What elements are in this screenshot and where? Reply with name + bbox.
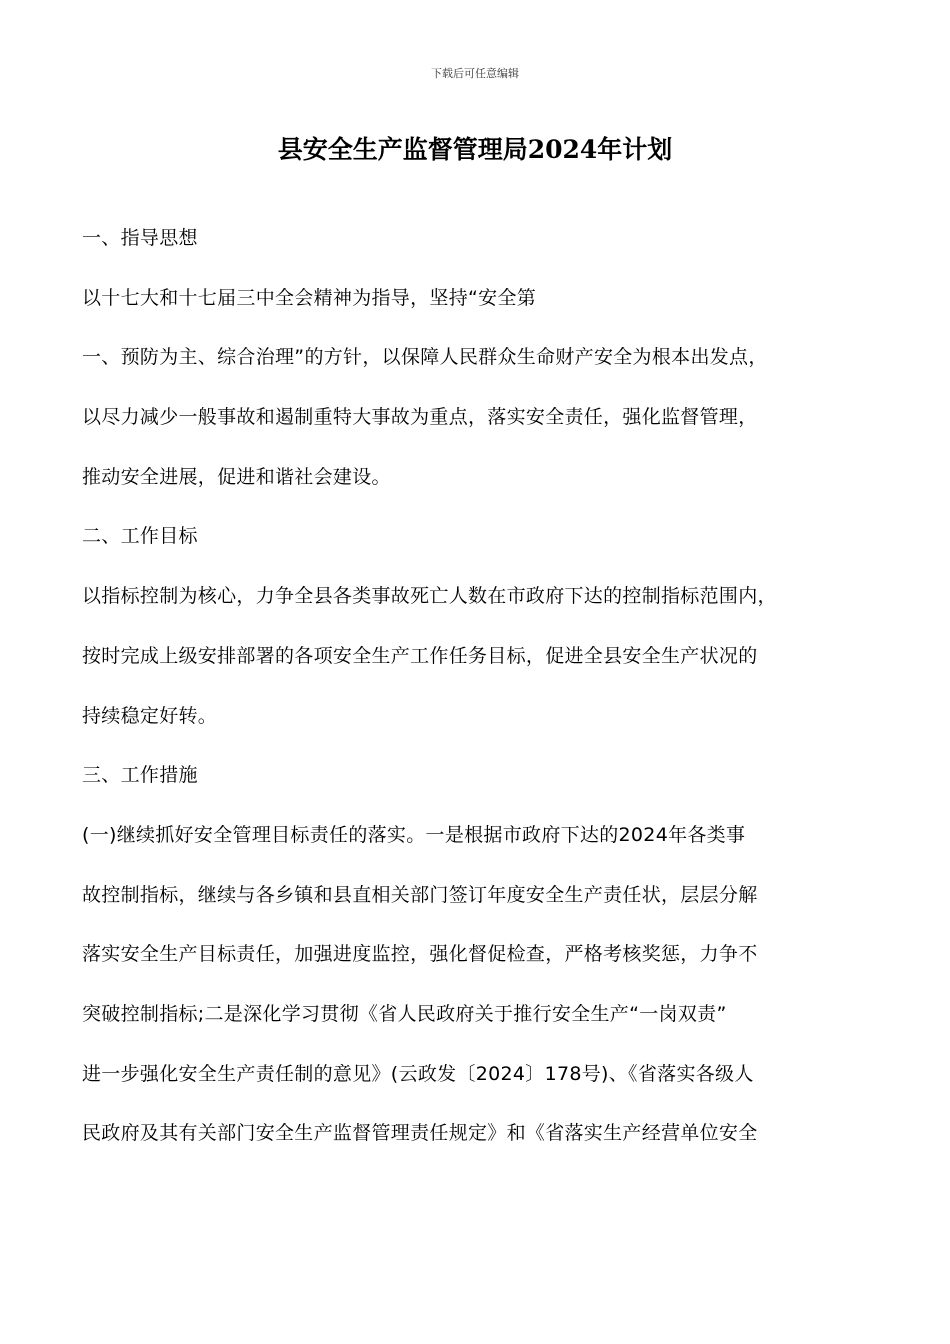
section-heading-guiding-thought: 一、指导思想 bbox=[82, 227, 198, 249]
paragraph-line: 按时完成上级安排部署的各项安全生产工作任务目标，促进全县安全生产状况的 bbox=[82, 644, 758, 667]
paragraph-line: 推动安全进展，促进和谐社会建设。 bbox=[82, 465, 391, 488]
header-note: 下载后可任意编辑 bbox=[431, 67, 519, 80]
paragraph-line: 一、预防为主、综合治理”的方针，以保障人民群众生命财产安全为根本出发点， bbox=[82, 346, 768, 369]
paragraph-line: 故控制指标，继续与各乡镇和县直相关部门签订年度安全生产责任状，层层分解 bbox=[82, 883, 758, 906]
section-heading-work-goals: 二、工作目标 bbox=[82, 525, 198, 548]
paragraph-line: 以指标控制为核心，力争全县各类事故死亡人数在市政府下达的控制指标范围内， bbox=[82, 585, 777, 608]
paragraph-line: 持续稳定好转。 bbox=[82, 704, 218, 727]
paragraph-line: 以尽力减少一般事故和遏制重特大事故为重点，落实安全责任，强化监督管理， bbox=[82, 406, 758, 429]
paragraph-line: 落实安全生产目标责任，加强进度监控，强化督促检查，严格考核奖惩，力争不 bbox=[82, 943, 758, 966]
paragraph-line: 进一步强化安全生产责任制的意见》(云政发〔2024〕178号)、《省落实各级人 bbox=[82, 1062, 754, 1085]
paragraph-line: (一)继续抓好安全管理目标责任的落实。一是根据市政府下达的2024年各类事 bbox=[82, 823, 746, 846]
paragraph-line: 以十七大和十七届三中全会精神为指导，坚持“安全第 bbox=[82, 286, 537, 309]
section-heading-work-measures: 三、工作措施 bbox=[82, 764, 198, 787]
document-body bbox=[82, 216, 872, 1171]
paragraph-line: 突破控制指标;二是深化学习贯彻《省人民政府关于推行安全生产“一岗双责” bbox=[82, 1002, 727, 1025]
paragraph-line: 民政府及其有关部门安全生产监督管理责任规定》和《省落实生产经营单位安全 bbox=[82, 1122, 758, 1145]
document-title: 县安全生产监督管理局2024年计划 bbox=[277, 135, 673, 164]
